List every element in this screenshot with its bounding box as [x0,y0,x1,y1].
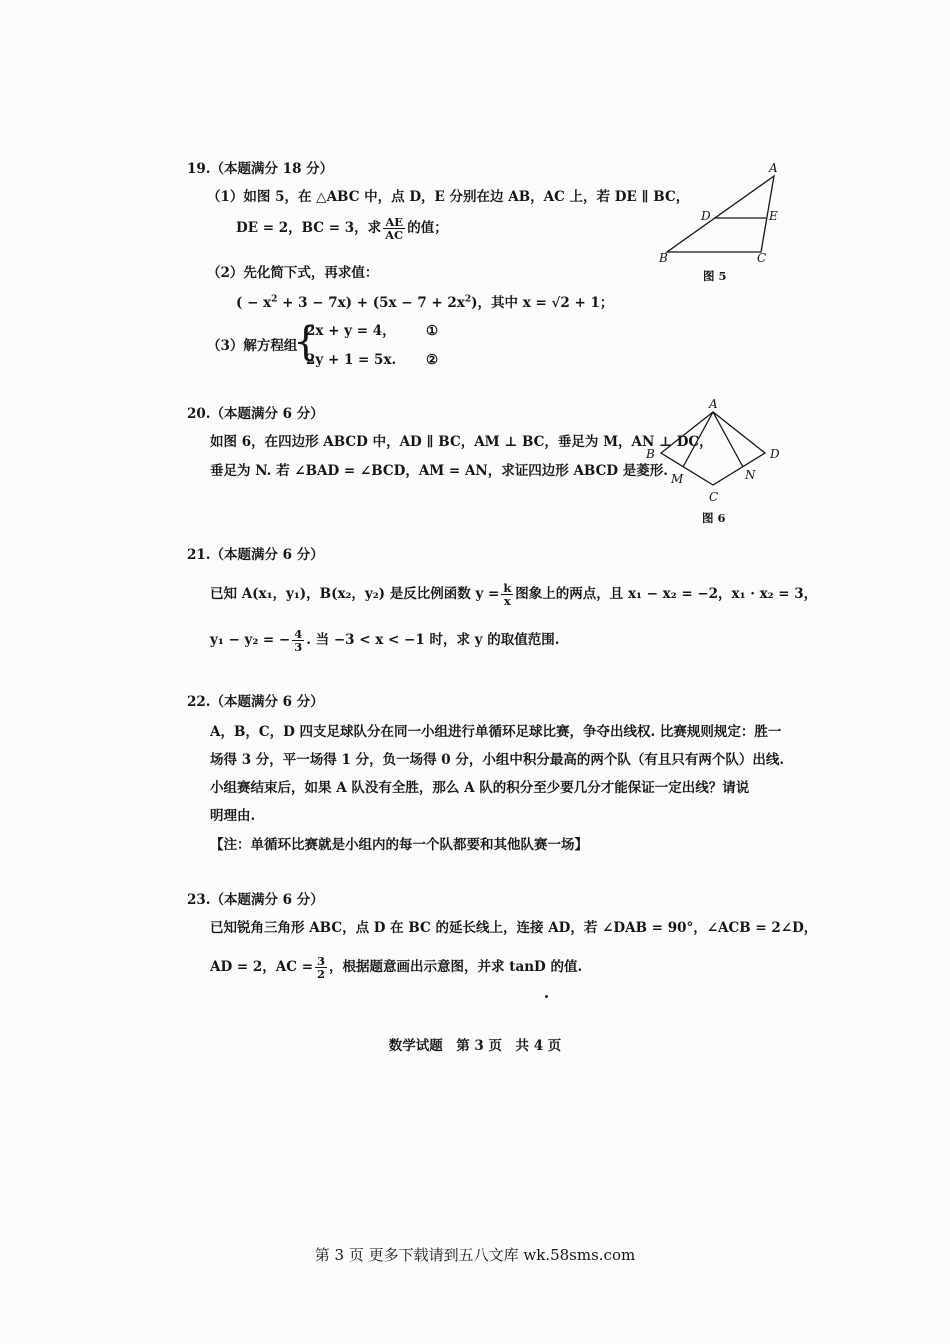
q19-part2-expression [236,294,613,312]
segment-am [683,412,713,467]
q19-fraction [383,216,405,241]
q19-equation-1-mark: ① [426,323,439,339]
q21-line1-pre: 已知 A(x₁，y₁)，B(x₂，y₂) 是反比例函数 y = [210,586,500,602]
q19-expr-c: )，其中 x = √2 + 1； [471,295,614,311]
q23-line2-pre: AD = 2，AC = [210,959,314,975]
label-m: M [671,472,684,486]
q21-fraction-k-x [501,582,513,607]
q22-line3: 小组赛结束后，如果 A 队没有全胜，那么 A 队的积分至少要几分才能保证一定出线？请说 [210,780,750,796]
label-d: D [701,209,711,223]
q19-expr-a: ( − x [236,295,272,311]
label-c: C [709,490,719,504]
label-c: C [757,251,767,265]
q20-line1: 如图 6，在四边形 ABCD 中，AD ∥ BC，AM ⊥ BC，垂足为 M，AN ⊥ DC， [210,434,713,450]
q20-line2: 垂足为 N. 若 ∠BAD = ∠BCD，AM = AN，求证四边形 ABCD 是菱形. [210,463,668,479]
triangle-abc [667,176,774,252]
q19-exponent-1: 2 [271,294,278,305]
q19-part1-tail: 的值； [407,220,448,236]
q20-header: 20.（本题满分 6 分） [187,406,324,422]
q19-header: 19.（本题满分 18 分） [187,161,334,177]
q21-line2 [210,628,559,653]
q19-part1-line2 [236,216,448,241]
q22-line1: A，B，C，D 四支足球队分在同一小组进行单循环足球比赛，争夺出线权. 比赛规则规定：胜一 [210,724,782,740]
q23-line2-post: ，根据题意画出示意图，并求 tanD 的值. [329,959,583,975]
label-a: A [709,397,718,411]
q21-line2-post: . 当 −3 < x < −1 时，求 y 的取值范围. [306,632,560,648]
q21-fraction-denominator: x [503,594,511,608]
q23-line1: 已知锐角三角形 ABC，点 D 在 BC 的延长线上，连接 AD，若 ∠DAB = 90°，∠ACB = 2∠D， [210,920,818,936]
q23-header: 23.（本题满分 6 分） [187,892,324,908]
figure-5-caption: 图 5 [703,269,727,283]
q22-line4: 明理由. [210,808,256,824]
stray-dot [545,995,548,998]
label-b: B [646,447,655,461]
q19-expr-b: + 3 − 7x) + (5x − 7 + 2x [277,295,465,311]
q19-part2-line1: （2）先化简下式，再求值： [207,265,379,281]
q23-line2 [210,955,582,980]
label-a: A [769,161,778,175]
q21-line1-post: 图象上的两点，且 x₁ − x₂ = −2，x₁ · x₂ = 3， [515,586,818,602]
download-footer: 第 3 页 更多下载请到五八文库 wk.58sms.com [314,1246,636,1264]
q19-part1-line1: （1）如图 5，在 △ABC 中，点 D，E 分别在边 AB，AC 上，若 DE ∥ BC， [207,189,690,205]
q21-header: 21.（本题满分 6 分） [187,547,324,563]
label-b: B [659,251,668,265]
q22-note: 【注：单循环比赛就是小组内的每一个队都要和其他队赛一场】 [210,837,588,853]
label-n: N [745,468,756,482]
q21-fraction2-denominator: 3 [294,640,303,654]
q21-fraction2-numerator: 4 [294,627,303,641]
figure-5-triangle [655,158,795,288]
system-brace: { [293,319,319,365]
label-e: E [769,209,778,223]
q23-fraction-denominator: 2 [317,967,326,981]
q19-fraction-numerator: AE [383,216,405,229]
q19-fraction-denominator: AC [385,228,404,242]
q19-equation-1: 2x + y = 4， [306,323,396,339]
label-d: D [770,447,780,461]
segment-an [713,412,743,467]
q21-line2-pre: y₁ − y₂ = − [210,632,291,648]
figure-6-rhombus [640,398,790,528]
q21-fraction-numerator: k [503,581,512,595]
q19-part3-label: （3）解方程组 [207,338,298,354]
q19-exponent-2: 2 [464,294,472,305]
q23-fraction-numerator: 3 [317,954,326,968]
q19-equation-2: 2y + 1 = 5x. [306,352,397,368]
q19-part1-text: DE = 2，BC = 3，求 [236,220,382,236]
q22-header: 22.（本题满分 6 分） [187,694,324,710]
exam-footer: 数学试题 第 3 页 共 4 页 [388,1038,562,1054]
q21-fraction-4-3 [292,628,304,653]
q23-fraction [315,955,327,980]
q22-line2: 场得 3 分，平一场得 1 分，负一场得 0 分，小组中积分最高的两个队（有且只有两个队）出线. [210,752,785,768]
q19-equation-2-mark: ② [426,352,439,368]
figure-6-caption: 图 6 [702,511,726,525]
q21-line1 [210,582,817,607]
